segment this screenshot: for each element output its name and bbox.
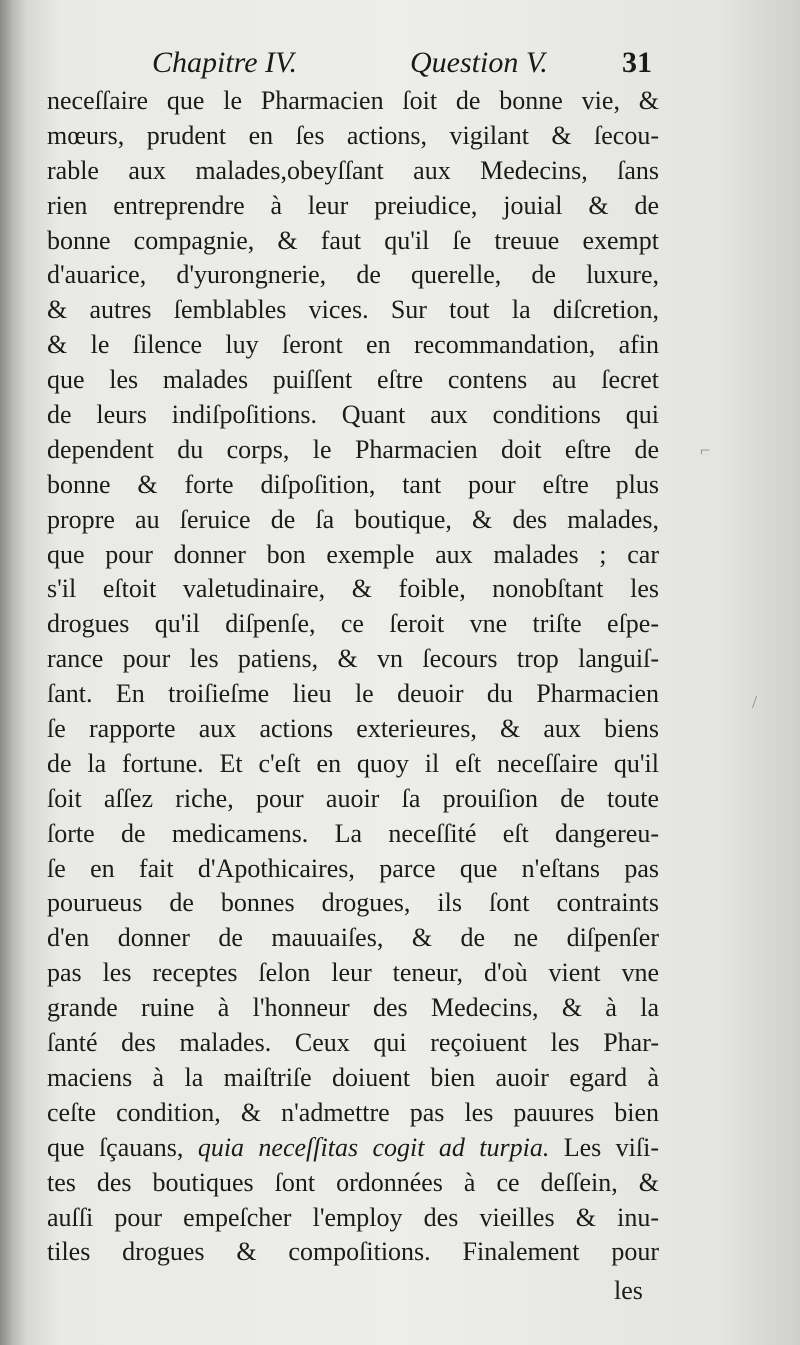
text-line: & le ſilence luy ſeront en recommandation, afin bbox=[47, 330, 659, 360]
text-line: pas les receptes ſelon leur teneur, d'où vient vne bbox=[47, 958, 659, 988]
text-line: ſe rapporte aux actions exterieures, & aux biens bbox=[47, 714, 659, 744]
question-heading: Question V. bbox=[410, 46, 548, 79]
text-line: rien entreprendre à leur preiudice, jouial & de bbox=[47, 190, 659, 220]
running-header bbox=[120, 46, 680, 86]
text-line: maciens à la maiſtriſe doiuent bien auoir egard à bbox=[47, 1062, 659, 1092]
text-line: dependent du corps, le Pharmacien doit eſtre de bbox=[47, 434, 659, 464]
text-line: ſanté des malades. Ceux qui reçoiuent les Phar- bbox=[47, 1028, 659, 1058]
text-line: que les malades puiſſent eſtre contens au ſecret bbox=[47, 365, 659, 395]
binding-shadow bbox=[0, 0, 26, 1345]
text-line: rable aux malades,obeyſſant aux Medecins, ſans bbox=[47, 155, 659, 185]
text-line: s'il eſtoit valetudinaire, & foible, nonobſtant les bbox=[47, 574, 659, 604]
text-line: rance pour les patiens, & vn ſecours trop languiſ- bbox=[47, 644, 659, 674]
text-line: d'auarice, d'yurongnerie, de querelle, de luxure, bbox=[47, 260, 659, 290]
latin-quote: quia neceſſitas cogit ad turpia. bbox=[197, 1132, 550, 1162]
line-start: que ſçauans, bbox=[47, 1132, 198, 1162]
text-line: ceſte condition, & n'admettre pas les pauures bien bbox=[47, 1097, 659, 1127]
text-line: d'en donner de mauuaiſes, & de ne diſpenſer bbox=[47, 923, 659, 953]
text-line: de leurs indiſpoſitions. Quant aux conditions qui bbox=[47, 400, 659, 430]
text-line: drogues qu'il diſpenſe, ce ſeroit vne triſte eſpe- bbox=[47, 609, 659, 639]
text-line: bonne compagnie, & faut qu'il ſe treuue exempt bbox=[47, 225, 659, 255]
text-line: pourueus de bonnes drogues, ils ſont contraints bbox=[47, 888, 659, 918]
chapter-heading: Chapitre IV. bbox=[152, 46, 298, 79]
catchword: les bbox=[614, 1276, 643, 1305]
text-line: bonne & forte diſpoſition, tant pour eſtre plus bbox=[47, 469, 659, 499]
text-line: ſe en fait d'Apothicaires, parce que n'eſtans pas bbox=[47, 853, 659, 883]
text-line: mœurs, prudent en ſes actions, vigilant & ſecou- bbox=[47, 120, 659, 150]
text-line: ſant. En troiſieſme lieu le deuoir du Pharmacien bbox=[47, 679, 659, 709]
body-text bbox=[47, 84, 659, 1270]
text-line: tiles drogues & compoſitions. Finalement pour bbox=[47, 1237, 659, 1267]
text-line: grande ruine à l'honneur des Medecins, & à la bbox=[47, 993, 659, 1023]
text-line: ſorte de medicamens. La neceſſité eſt dangereu- bbox=[47, 818, 659, 848]
page-number: 31 bbox=[622, 46, 652, 79]
margin-stroke: / bbox=[752, 692, 758, 712]
text-line: que pour donner bon exemple aux malades ; car bbox=[47, 539, 659, 569]
text-line: & autres ſemblables vices. Sur tout la diſcretion, bbox=[47, 295, 659, 325]
margin-stroke: ⌐ bbox=[700, 440, 711, 460]
line-end: Les viſi- bbox=[549, 1132, 659, 1162]
text-line: auſſi pour empeſcher l'employ des vieilles & inu- bbox=[47, 1202, 659, 1232]
text-line: de la fortune. Et c'eſt en quoy il eſt neceſſaire qu'il bbox=[47, 748, 659, 778]
text-line-with-latin-quote bbox=[47, 1131, 659, 1166]
text-line: tes des boutiques ſont ordonnées à ce deſſein, & bbox=[47, 1167, 659, 1197]
text-line: propre au ſeruice de ſa boutique, & des malades, bbox=[47, 504, 659, 534]
text-line: ſoit aſſez riche, pour auoir ſa prouiſion de toute bbox=[47, 783, 659, 813]
text-line: neceſſaire que le Pharmacien ſoit de bonne vie, & bbox=[47, 86, 659, 115]
